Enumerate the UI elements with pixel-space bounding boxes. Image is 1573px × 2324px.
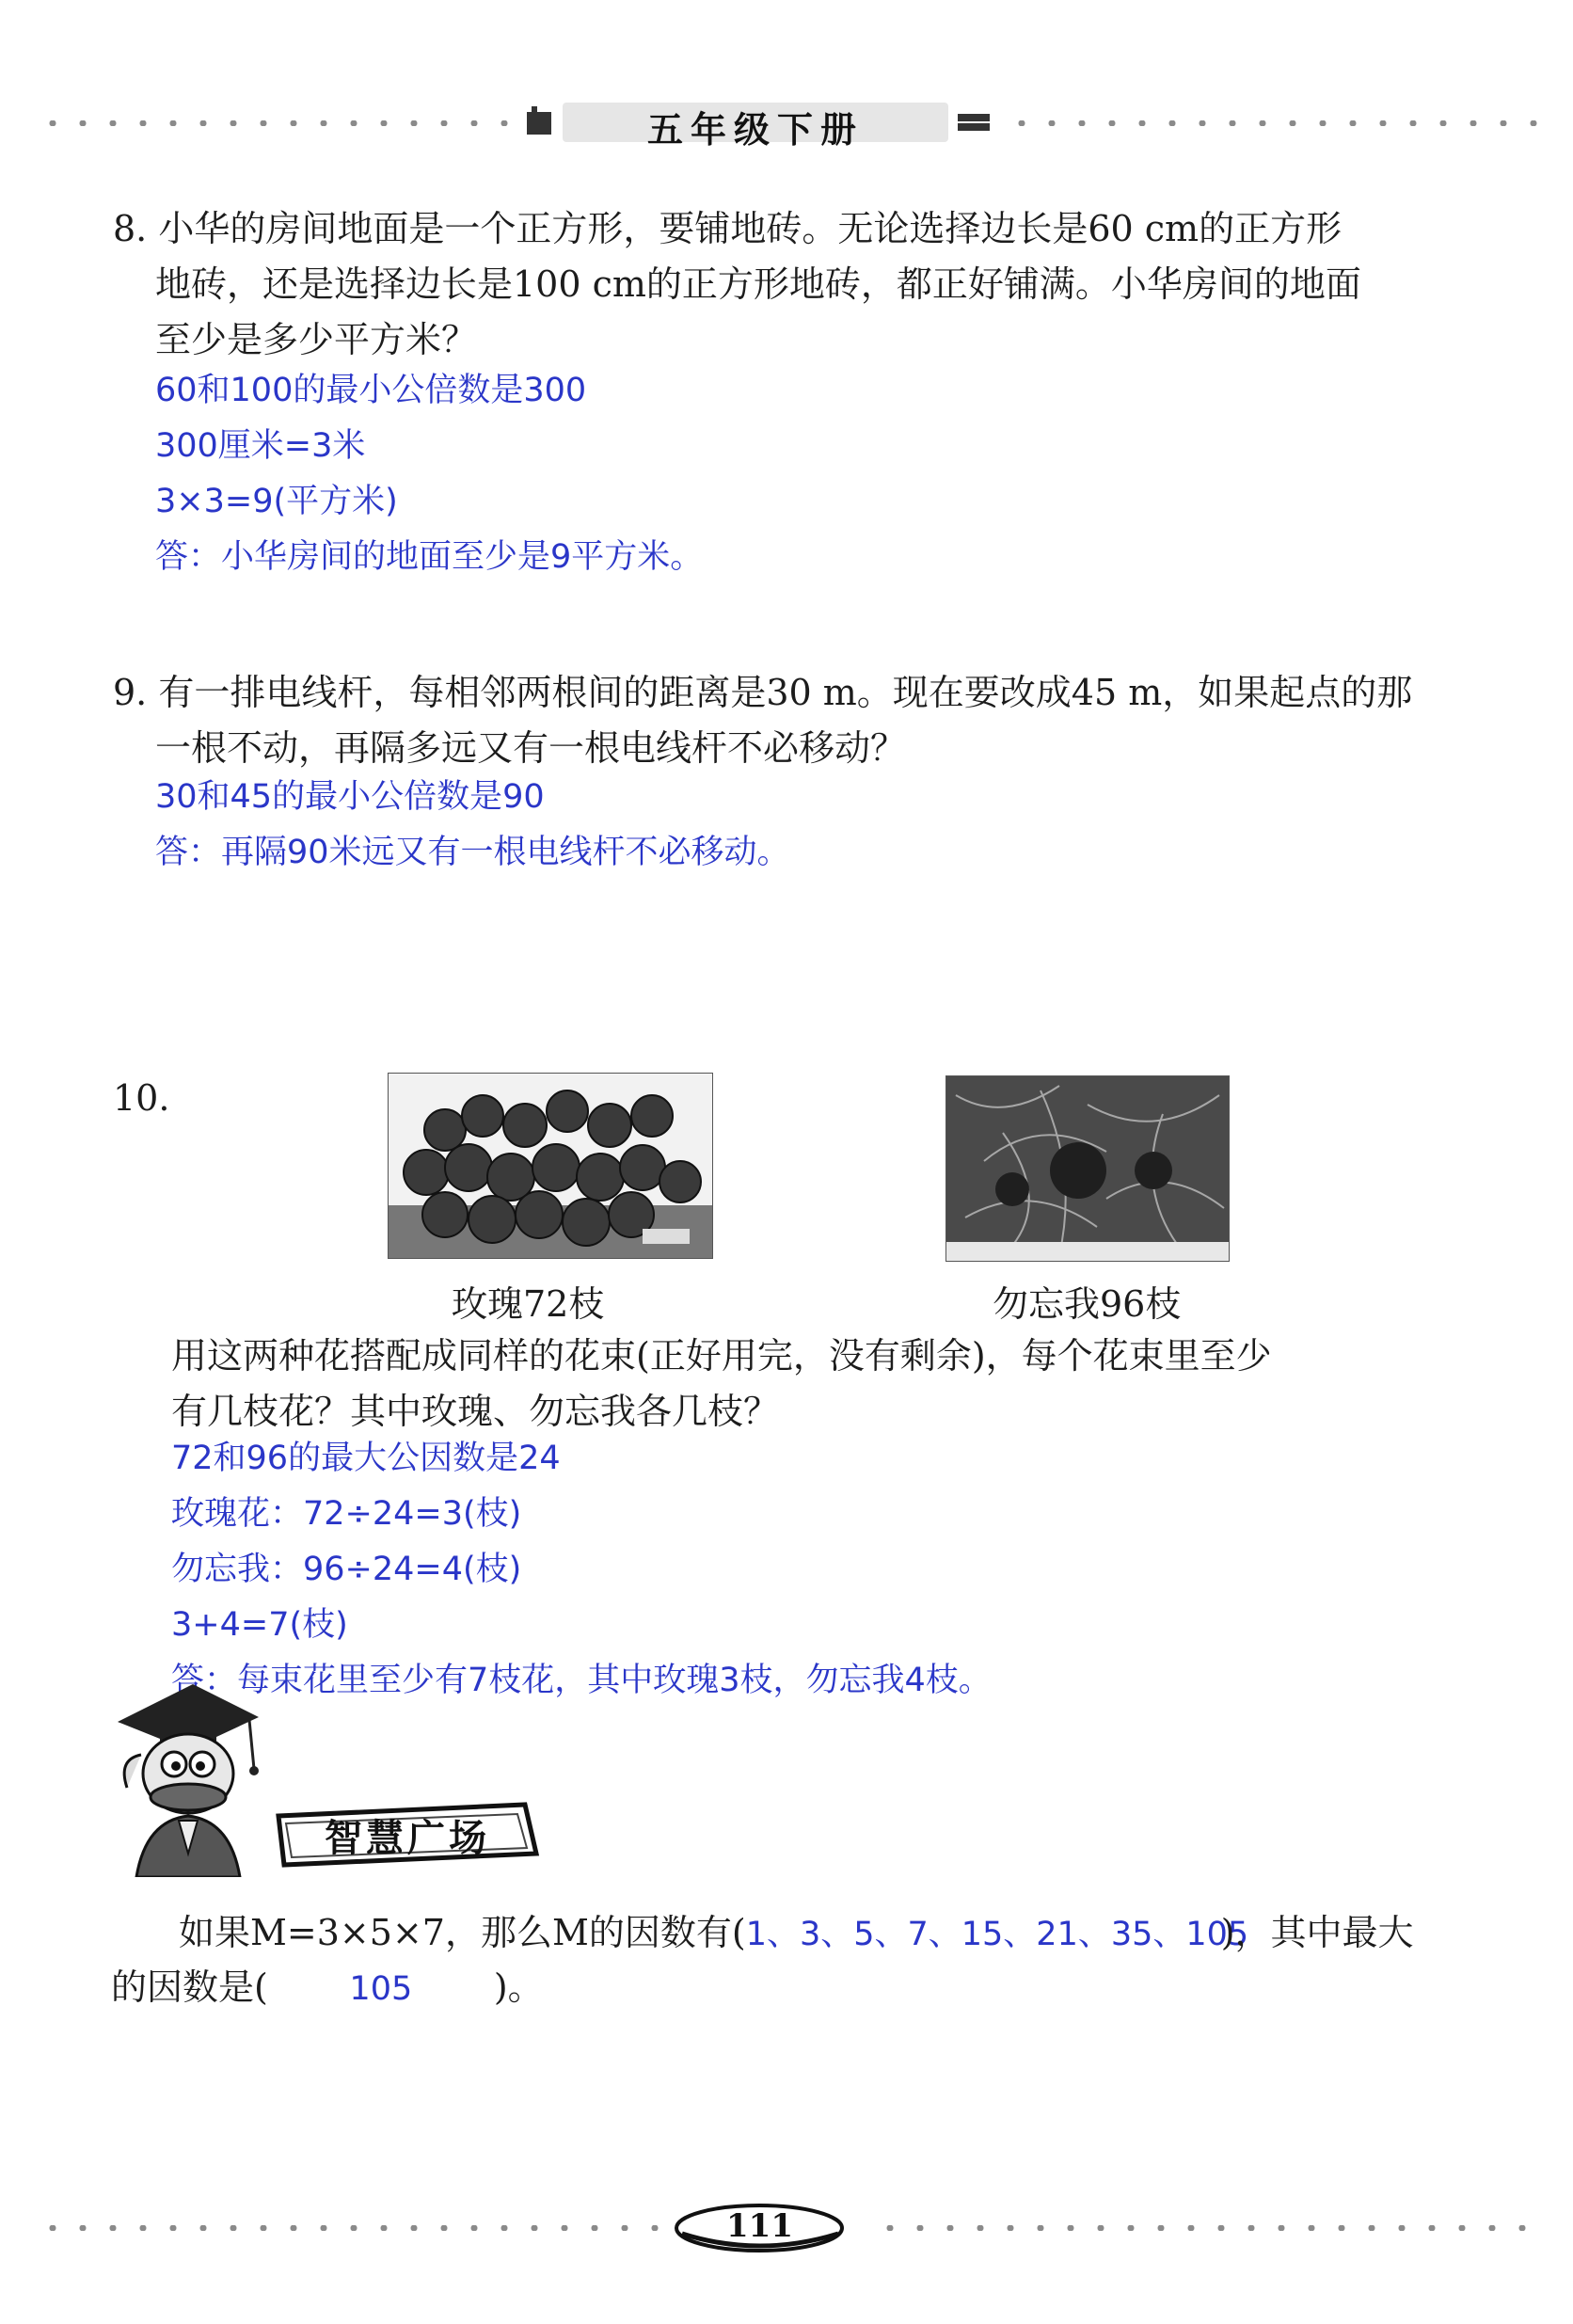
- q8-line-2: 地砖，还是选择边长是100 cm的正方形地砖，都正好铺满。小华房间的地面: [155, 263, 1361, 305]
- footer-dots-right: [875, 2225, 1533, 2231]
- forget-me-not-caption: 勿忘我96枝: [993, 1283, 1182, 1325]
- wisdom-blank-1: 1、3、5、7、15、21、35、105: [745, 1916, 1249, 1953]
- rose-photo-image: [389, 1074, 712, 1258]
- header-title: 五年级下册: [646, 109, 864, 151]
- q8-answer-4: 答：小华房间的地面至少是9平方米。: [155, 538, 704, 576]
- header-dots-left: [38, 120, 508, 126]
- q10-line-1: 用这两种花搭配成同样的花束(正好用完，没有剩余)，每个花束里至少: [171, 1335, 1272, 1377]
- q9-answer-2: 答：再隔90米远又有一根电线杆不必移动。: [155, 834, 790, 871]
- q8-answer-2: 300厘米=3米: [155, 427, 366, 465]
- q8-line-1: 8. 小华的房间地面是一个正方形，要铺地砖。无论选择边长是60 cm的正方形: [113, 208, 1343, 249]
- q10-answer-2: 玫瑰花：72÷24=3(枝): [171, 1495, 522, 1533]
- q9-answer-1: 30和45的最小公倍数是90: [155, 778, 545, 816]
- q10-answer-4: 3+4=7(枝): [171, 1606, 348, 1644]
- q10-answer-3: 勿忘我：96÷24=4(枝): [171, 1551, 522, 1588]
- mascot-duck-image: [108, 1665, 268, 1877]
- q10-answer-1: 72和96的最大公因数是24: [171, 1440, 561, 1477]
- forget-me-not-photo: [945, 1075, 1230, 1262]
- q10-number: 10.: [113, 1077, 170, 1119]
- wisdom-question-line-1: [179, 1905, 1414, 1963]
- wisdom-line1-suffix: )，其中最大: [1220, 1912, 1414, 1953]
- q9-line-2: 一根不动，再隔多远又有一根电线杆不必移动？: [155, 727, 907, 769]
- wisdom-banner: [271, 1797, 544, 1870]
- wisdom-line2-suffix: )。: [493, 1966, 544, 2008]
- header-dots-right: [1007, 120, 1543, 126]
- wisdom-line1-prefix: 如果M=3×5×7，那么M的因数有(: [179, 1912, 746, 1953]
- rose-caption: 玫瑰72枝: [452, 1283, 605, 1325]
- q10-answer-5: 答：每束花里至少有7枝花，其中玫瑰3枝，勿忘我4枝。: [171, 1662, 992, 1699]
- forget-me-not-photo-image: [946, 1076, 1229, 1261]
- q8-answer-3: 3×3=9(平方米): [155, 483, 398, 520]
- q8-answer-1: 60和100的最小公倍数是300: [155, 372, 587, 409]
- wisdom-line2-prefix: 的因数是(: [111, 1966, 268, 2008]
- page-number: 111: [726, 2207, 793, 2245]
- footer-dots-left: [38, 2225, 668, 2231]
- q10-line-2: 有几枝花？其中玫瑰、勿忘我各几枝？: [171, 1391, 780, 1432]
- q8-line-3: 至少是多少平方米？: [155, 319, 478, 360]
- wisdom-question-line-2: [111, 1960, 544, 2017]
- mascot-duck-illustration: [108, 1665, 268, 1877]
- wisdom-blank-2: 105: [349, 1970, 413, 2008]
- header-banner: [516, 99, 995, 151]
- rose-photo: [388, 1073, 713, 1259]
- wisdom-banner-title: 智慧广场: [325, 1817, 490, 1860]
- page-number-badge: [673, 2200, 847, 2256]
- q9-line-1: 9. 有一排电线杆，每相邻两根间的距离是30 m。现在要改成45 m，如果起点的那: [113, 672, 1413, 713]
